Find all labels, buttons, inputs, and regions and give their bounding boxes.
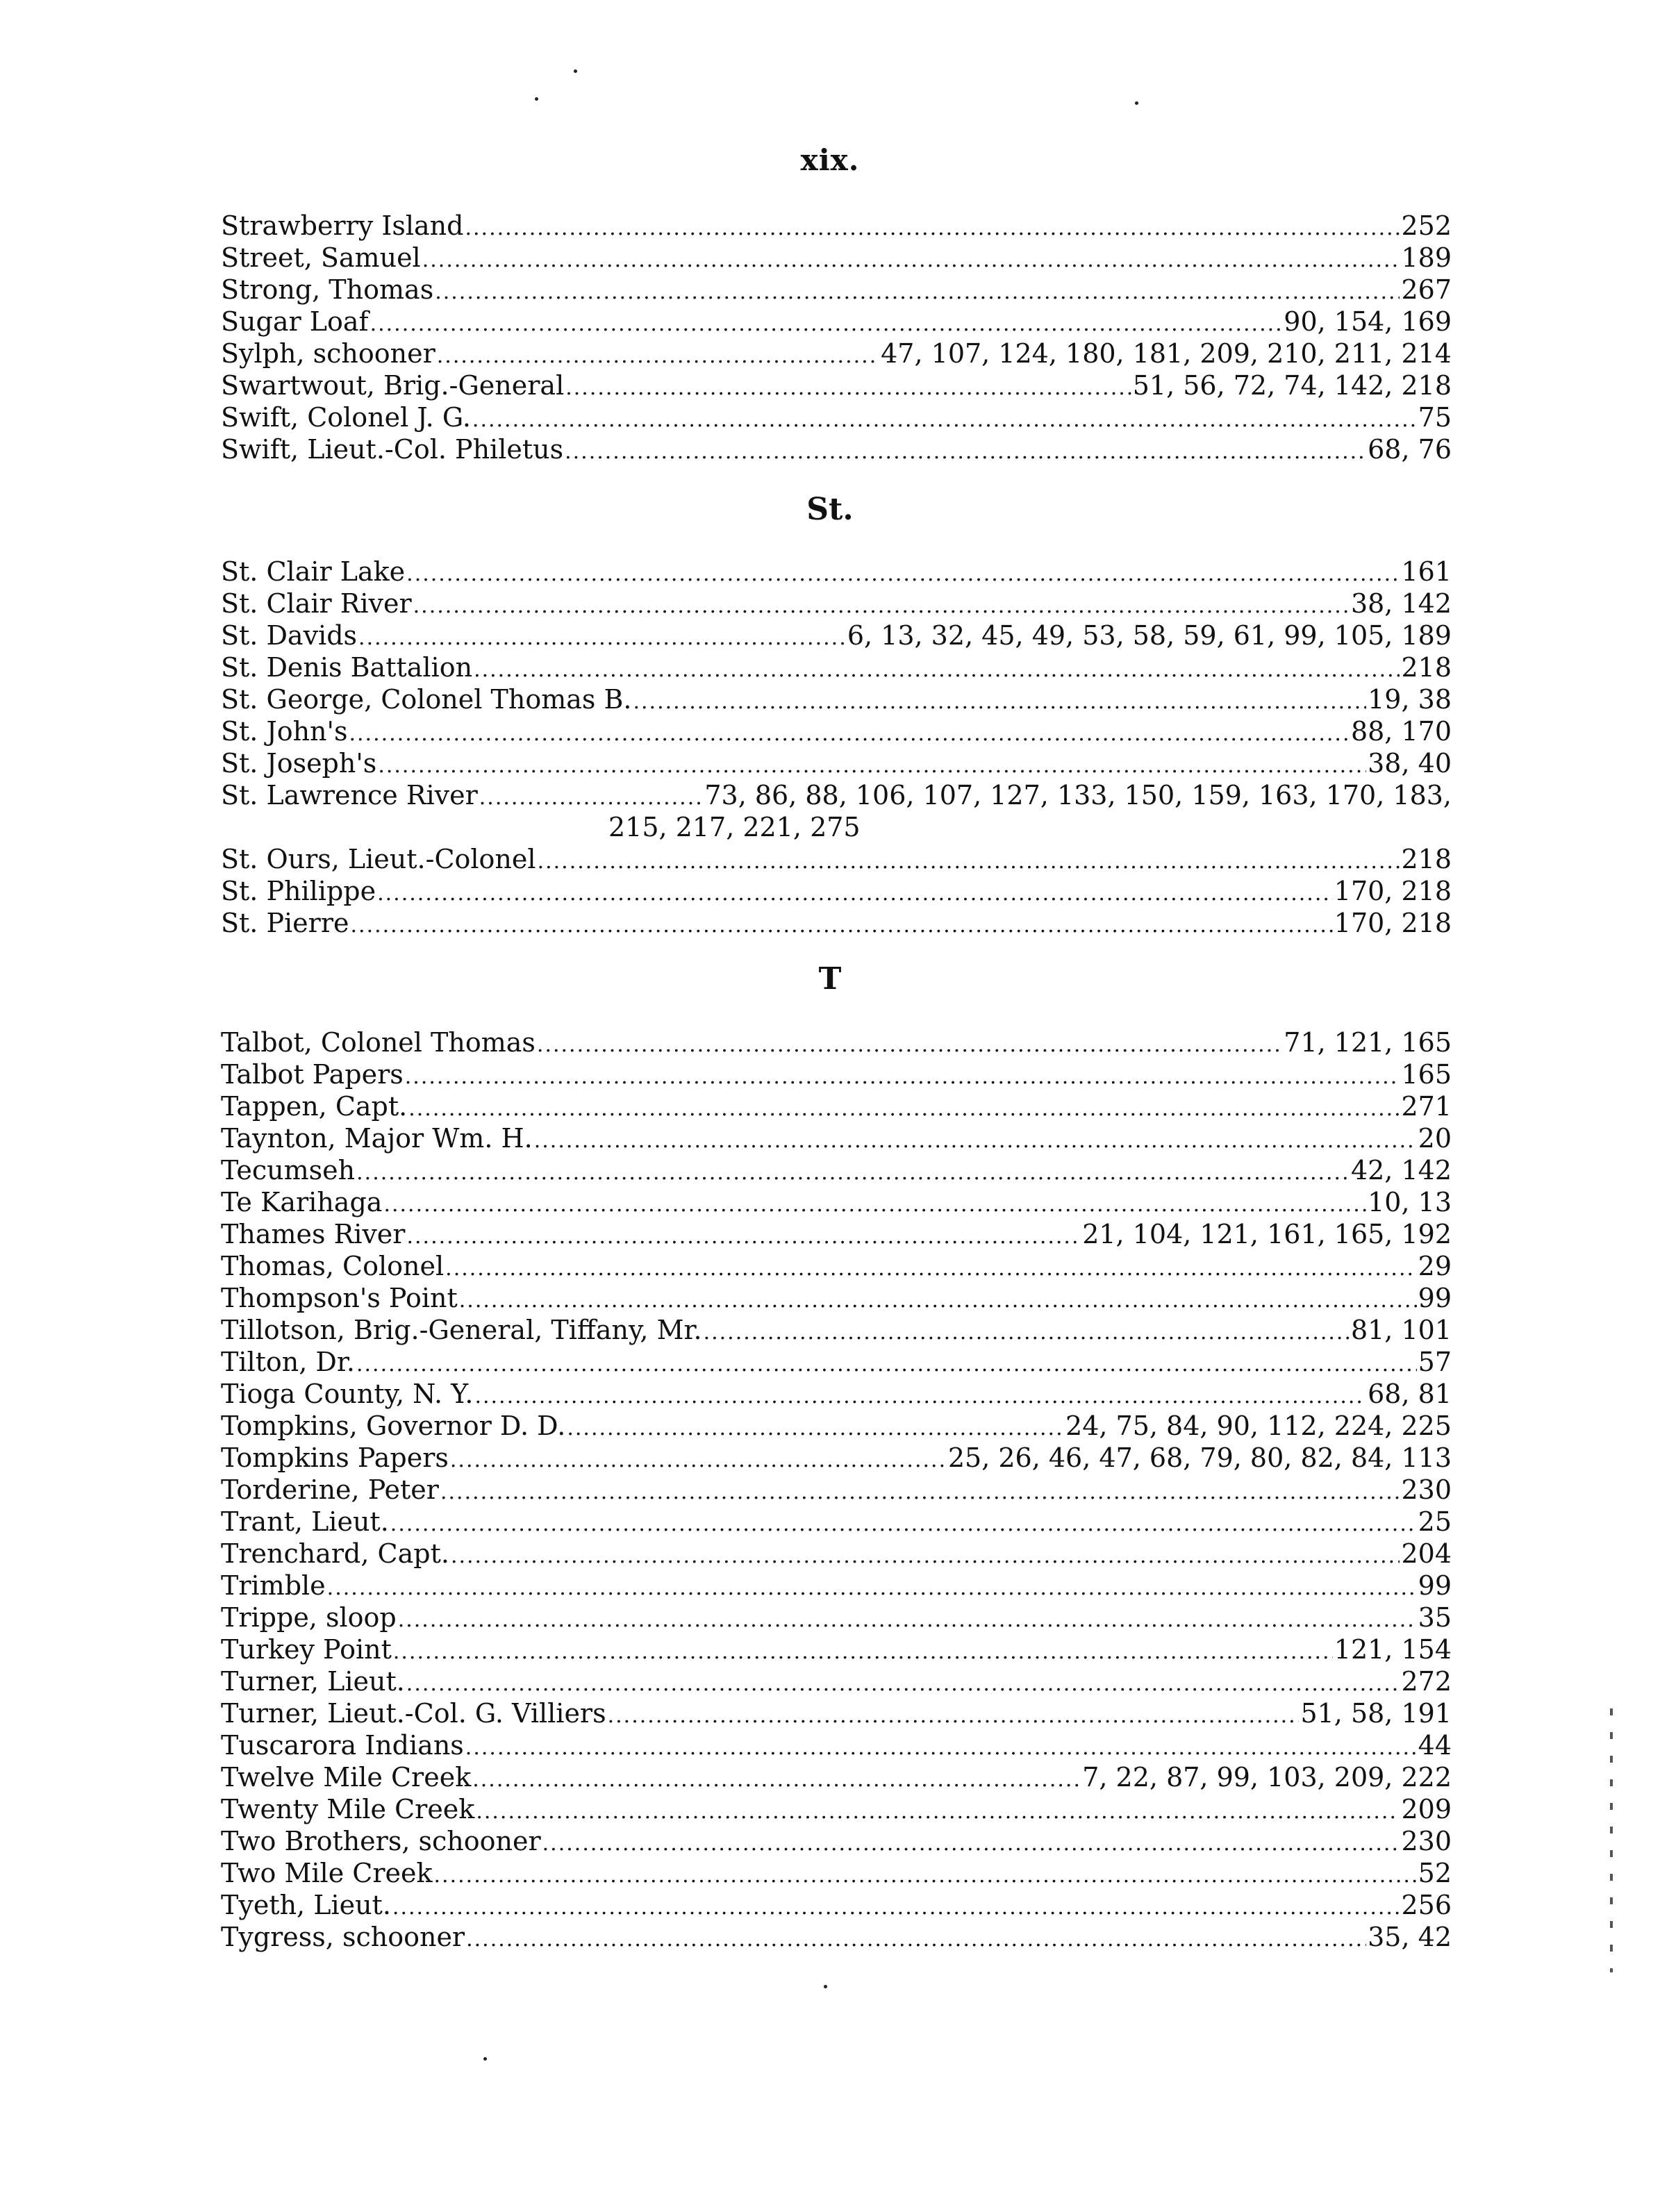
dot-leader <box>437 340 879 372</box>
entry-pages: 51, 58, 191 <box>1300 1698 1452 1729</box>
entry-pages: 75 <box>1418 402 1452 433</box>
entry-name: Tyeth, Lieut. <box>221 1890 391 1920</box>
entry-pages: 42, 142 <box>1350 1155 1452 1186</box>
index-entry <box>221 1570 1452 1602</box>
index-entry <box>221 1793 1452 1825</box>
index-entry <box>221 907 1452 939</box>
entry-name: Strong, Thomas <box>221 274 434 305</box>
entry-name: St. Clair Lake <box>221 556 406 587</box>
entry-pages: 88, 170 <box>1350 716 1452 747</box>
entry-pages: 218 <box>1401 652 1452 683</box>
entry-name: Two Brothers, schooner <box>221 1826 541 1856</box>
dot-leader <box>633 686 1366 718</box>
entry-pages: 99 <box>1418 1570 1452 1601</box>
entry-name: Torderine, Peter <box>221 1474 439 1505</box>
entry-pages: 57 <box>1418 1347 1452 1377</box>
entry-name: Trant, Lieut. <box>221 1506 389 1537</box>
entry-pages: 25, 26, 46, 47, 68, 79, 80, 82, 84, 113 <box>947 1442 1452 1473</box>
dot-leader <box>349 718 1349 750</box>
dot-leader <box>413 590 1350 622</box>
index-section-st <box>221 556 1452 939</box>
index-entry <box>221 779 1452 811</box>
print-speck <box>535 97 538 101</box>
dot-leader <box>392 1892 1400 1924</box>
entry-pages: 170, 218 <box>1334 876 1452 906</box>
entry-name: Tuscarora Indians <box>221 1730 464 1761</box>
entry-name: St. Joseph's <box>221 748 377 779</box>
entry-name: Tappen, Capt. <box>221 1091 408 1122</box>
index-entry <box>221 683 1452 715</box>
entry-pages: 21, 104, 121, 161, 165, 192 <box>1082 1219 1452 1249</box>
dot-leader <box>383 1189 1366 1221</box>
entry-name: Trimble <box>221 1570 326 1601</box>
dot-leader <box>440 1477 1400 1508</box>
dot-leader <box>356 1349 1417 1381</box>
index-entry <box>221 401 1452 433</box>
dot-leader <box>390 1508 1417 1540</box>
entry-pages: 272 <box>1401 1666 1452 1697</box>
entry-name: Thomas, Colonel <box>221 1251 445 1281</box>
dot-leader <box>434 1860 1417 1892</box>
dot-leader <box>474 1381 1366 1413</box>
index-entry <box>221 1538 1452 1570</box>
entry-pages: 252 <box>1401 210 1452 241</box>
entry-name: Sylph, schooner <box>221 338 435 369</box>
index-entry <box>221 1889 1452 1921</box>
index-entry <box>221 1122 1452 1154</box>
index-section-s <box>221 210 1452 465</box>
index-entry <box>221 1729 1452 1761</box>
index-entry <box>221 1154 1452 1186</box>
dot-leader <box>435 276 1400 308</box>
print-speck <box>1135 101 1138 105</box>
entry-name: Tilton, Dr. <box>221 1347 355 1377</box>
dot-leader <box>351 910 1333 942</box>
entry-pages: 25 <box>1418 1506 1452 1537</box>
entry-pages: 99 <box>1418 1283 1452 1313</box>
index-entry <box>221 556 1452 588</box>
entry-name: Thames River <box>221 1219 406 1249</box>
entry-name: Trenchard, Capt. <box>221 1538 449 1569</box>
dot-leader <box>445 1253 1416 1285</box>
entry-name: Sugar Loaf <box>221 306 369 337</box>
print-speck <box>574 69 577 73</box>
entry-name: Tompkins Papers <box>221 1442 449 1473</box>
entry-pages: 165 <box>1401 1059 1452 1090</box>
dot-leader <box>472 404 1417 436</box>
index-entry <box>221 1825 1452 1857</box>
index-entry <box>221 242 1452 274</box>
entry-name: Tygress, schooner <box>221 1922 465 1952</box>
index-entry <box>221 369 1452 401</box>
entry-pages: 68, 81 <box>1368 1379 1452 1409</box>
dot-leader <box>466 1924 1366 1956</box>
entry-pages: 230 <box>1401 1474 1452 1505</box>
index-entry <box>221 588 1452 619</box>
entry-pages: 81, 101 <box>1350 1315 1452 1345</box>
entry-pages: 230 <box>1401 1826 1452 1856</box>
dot-leader <box>370 308 1283 340</box>
entry-pages: 20 <box>1418 1123 1452 1154</box>
index-entry <box>221 338 1452 369</box>
entry-pages: 90, 154, 169 <box>1284 306 1452 337</box>
entry-pages: 267 <box>1401 274 1452 305</box>
entry-name: St. Davids <box>221 620 358 651</box>
dot-leader <box>451 1540 1400 1572</box>
entry-name: Tioga County, N. Y. <box>221 1379 474 1409</box>
index-entry <box>221 875 1452 907</box>
entry-name: Swift, Lieut.-Col. Philetus <box>221 434 564 465</box>
page-number: xix. <box>800 143 860 177</box>
index-entry <box>221 1921 1452 1953</box>
entry-name: Thompson's Point <box>221 1283 458 1313</box>
index-entry <box>221 1665 1452 1697</box>
dot-leader <box>565 372 1131 404</box>
dot-leader <box>398 1604 1417 1636</box>
index-entry <box>221 747 1452 779</box>
dot-leader <box>704 1317 1350 1349</box>
entry-pages: 71, 121, 165 <box>1284 1027 1452 1058</box>
index-section-t <box>221 1026 1452 1953</box>
print-speck <box>483 2057 487 2061</box>
entry-name: Talbot Papers <box>221 1059 404 1090</box>
index-entry <box>221 1633 1452 1665</box>
index-entry <box>221 1474 1452 1506</box>
entry-name: Two Mile Creek <box>221 1858 433 1888</box>
index-entry <box>221 1506 1452 1538</box>
index-entry <box>221 1378 1452 1410</box>
entry-pages: 73, 86, 88, 106, 107, 127, 133, 150, 159, 163, 170, 183, <box>704 780 1452 810</box>
dot-leader <box>565 436 1366 468</box>
entry-name: Turkey Point <box>221 1634 392 1665</box>
entry-pages: 209 <box>1401 1794 1452 1824</box>
section-heading-st: St. <box>806 492 854 527</box>
index-entry <box>221 1857 1452 1889</box>
entry-pages: 121, 154 <box>1334 1634 1452 1665</box>
entry-name: St. Philippe <box>221 876 376 906</box>
dot-leader <box>474 654 1400 686</box>
dot-leader <box>405 1061 1400 1093</box>
entry-name: St. Lawrence River <box>221 780 478 810</box>
dot-leader <box>378 750 1366 782</box>
entry-name: Te Karihaga <box>221 1187 383 1217</box>
entry-pages: 170, 218 <box>1334 908 1452 938</box>
dot-leader <box>542 1828 1400 1860</box>
entry-pages: 19, 38 <box>1368 684 1452 715</box>
entry-name: Twenty Mile Creek <box>221 1794 475 1824</box>
entry-name: St. Pierre <box>221 908 349 938</box>
margin-scan-artifact <box>1610 1708 1613 1972</box>
index-entry <box>221 1761 1452 1793</box>
dot-leader <box>567 1413 1064 1445</box>
entry-pages: 24, 75, 84, 90, 112, 224, 225 <box>1065 1411 1452 1441</box>
dot-leader <box>537 1029 1282 1061</box>
index-entry <box>221 1058 1452 1090</box>
dot-leader <box>406 1221 1081 1253</box>
entry-pages: 29 <box>1418 1251 1452 1281</box>
dot-leader <box>465 213 1400 244</box>
entry-pages-continuation: 215, 217, 221, 275 <box>608 812 861 842</box>
dot-leader <box>538 846 1400 878</box>
dot-leader <box>408 1093 1400 1125</box>
entry-name: St. George, Colonel Thomas B. <box>221 684 632 715</box>
index-entry <box>221 1090 1452 1122</box>
entry-pages: 204 <box>1401 1538 1452 1569</box>
dot-leader <box>358 622 846 654</box>
entry-name: Tecumseh <box>221 1155 356 1186</box>
dot-leader <box>406 558 1400 590</box>
print-speck <box>824 1985 827 1988</box>
entry-name: Tompkins, Governor D. D. <box>221 1411 566 1441</box>
index-entry <box>221 715 1452 747</box>
dot-leader <box>422 244 1400 276</box>
entry-name: Turner, Lieut.-Col. G. Villiers <box>221 1698 606 1729</box>
entry-name: Street, Samuel <box>221 242 421 273</box>
entry-pages: 10, 13 <box>1368 1187 1452 1217</box>
index-entry <box>221 433 1452 465</box>
entry-pages: 7, 22, 87, 99, 103, 209, 222 <box>1082 1762 1452 1793</box>
entry-pages: 6, 13, 32, 45, 49, 53, 58, 59, 61, 99, 105, 189 <box>847 620 1452 651</box>
index-entry <box>221 1250 1452 1282</box>
entry-pages: 35, 42 <box>1368 1922 1452 1952</box>
entry-pages: 68, 76 <box>1368 434 1452 465</box>
entry-name: Twelve Mile Creek <box>221 1762 472 1793</box>
index-entry <box>221 1697 1452 1729</box>
index-entry <box>221 306 1452 338</box>
section-heading-t: T <box>818 961 842 997</box>
dot-leader <box>534 1125 1417 1157</box>
entry-pages: 52 <box>1418 1858 1452 1888</box>
index-entry <box>221 1026 1452 1058</box>
index-entry <box>221 1314 1452 1346</box>
entry-pages: 256 <box>1401 1890 1452 1920</box>
index-entry <box>221 619 1452 651</box>
entry-name: St. Denis Battalion <box>221 652 473 683</box>
dot-leader <box>459 1285 1417 1317</box>
index-entry <box>221 210 1452 242</box>
entry-name: Talbot, Colonel Thomas <box>221 1027 536 1058</box>
index-entry <box>221 274 1452 306</box>
entry-name: St. Clair River <box>221 588 412 619</box>
entry-pages: 271 <box>1401 1091 1452 1122</box>
index-entry <box>221 1442 1452 1474</box>
entry-pages: 38, 40 <box>1368 748 1452 779</box>
entry-pages: 189 <box>1401 242 1452 273</box>
dot-leader <box>406 1668 1400 1700</box>
entry-name: Turner, Lieut. <box>221 1666 405 1697</box>
entry-pages: 218 <box>1401 844 1452 874</box>
entry-name: Swartwout, Brig.-General <box>221 370 565 401</box>
entry-name: Swift, Colonel J. G. <box>221 402 471 433</box>
dot-leader <box>356 1157 1350 1189</box>
entry-pages: 161 <box>1401 556 1452 587</box>
index-entry <box>221 1186 1452 1218</box>
index-entry <box>221 1282 1452 1314</box>
index-entry <box>221 1410 1452 1442</box>
entry-name: Trippe, sloop <box>221 1602 397 1633</box>
dot-leader <box>327 1572 1417 1604</box>
index-entry <box>221 1346 1452 1378</box>
entry-name: St. John's <box>221 716 348 747</box>
entry-name: Tillotson, Brig.-General, Tiffany, Mr. <box>221 1315 702 1345</box>
entry-pages: 44 <box>1418 1730 1452 1761</box>
entry-pages: 38, 142 <box>1350 588 1452 619</box>
entry-name: Strawberry Island <box>221 210 464 241</box>
entry-pages: 35 <box>1418 1602 1452 1633</box>
index-entry <box>221 1218 1452 1250</box>
entry-name: St. Ours, Lieut.-Colonel <box>221 844 536 874</box>
dot-leader <box>377 878 1333 910</box>
dot-leader <box>450 1445 947 1477</box>
entry-pages: 51, 56, 72, 74, 142, 218 <box>1132 370 1452 401</box>
dot-leader <box>476 1796 1400 1828</box>
dot-leader <box>472 1764 1081 1796</box>
dot-leader <box>479 782 704 814</box>
index-entry <box>221 843 1452 875</box>
dot-leader <box>608 1700 1300 1732</box>
dot-leader <box>393 1636 1333 1668</box>
entry-pages: 47, 107, 124, 180, 181, 209, 210, 211, 214 <box>881 338 1452 369</box>
index-entry <box>221 1602 1452 1633</box>
index-entry <box>221 651 1452 683</box>
entry-name: Taynton, Major Wm. H. <box>221 1123 533 1154</box>
dot-leader <box>465 1732 1417 1764</box>
